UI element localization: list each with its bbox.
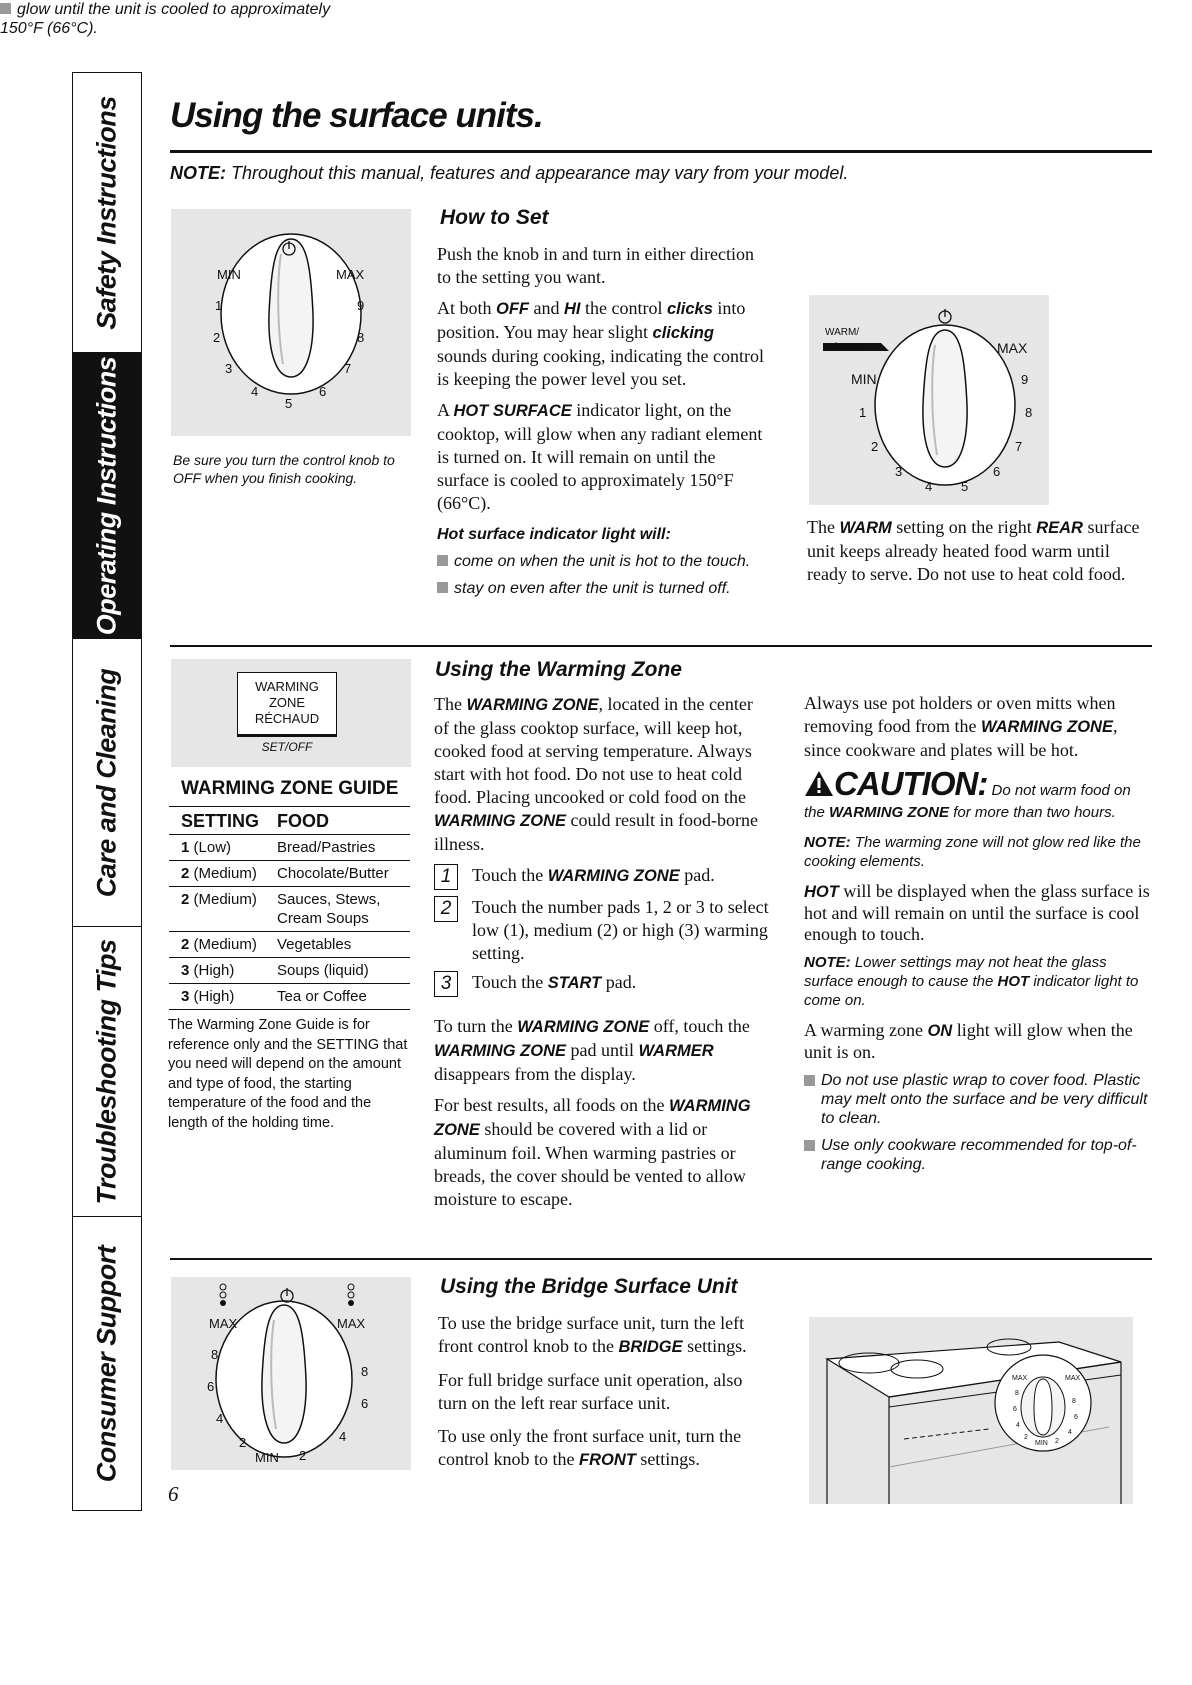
section-divider-1 [170,645,1152,647]
knob-illustration-2 [809,295,1049,505]
knob-illustration-1 [171,209,411,436]
warming-zone-right-column: Always use pot holders or oven mitts when removing food from the WARMING ZONE, since cookware and plates will be hot. CAUTION: Do not warm food on the WARMING ZONE for more than two hours. NOTE: The warming zone will not glow red like the cooking elements. HOT will be displayed when the glass surface is hot and will remain on until the surface is cool enough to touch. NOTE: Lower settings may not heat the glass surface enough to cause the HOT indicator light to come on. A warming zone ON light will glow when the unit is on. Do not use plastic wrap to cover food. Plastic may melt onto the surface and be very difficult to clean. Use only cookware recommended for top-of-range cooking. [804,692,1154,1174]
svg-text:2: 2 [1055,1438,1059,1445]
svg-text:8: 8 [1072,1398,1076,1405]
svg-text:6: 6 [1013,1406,1017,1413]
warming-zone-pad-illustration [171,659,411,767]
page-number: 6 [168,1482,179,1506]
svg-text:5: 5 [285,396,293,411]
model-note: NOTE: Throughout this manual, features and appearance may vary from your model. [170,163,849,183]
warm-setting-text: The WARM setting on the right REAR surface unit keeps already heated food warm until ready to serve. Do not use to heat cold food. [807,517,1140,584]
svg-text:MAX: MAX [337,1316,366,1331]
svg-text:2: 2 [1024,1434,1028,1441]
cooktop-illustration [809,1317,1133,1504]
set-off-label: SET/OFF [261,740,313,754]
svg-text:6: 6 [319,384,327,399]
table-row: 2 (Medium) Vegetables [169,932,410,958]
svg-text:8: 8 [1015,1390,1019,1397]
svg-text:7: 7 [344,361,352,376]
guide-title: WARMING ZONE GUIDE [181,778,399,799]
svg-text:2: 2 [239,1435,247,1450]
svg-text:6: 6 [361,1396,369,1411]
table-row: 2 (Medium) Sauces, Stews, Cream Soups [169,887,410,932]
table-row: 2 (Medium) Chocolate/Butter [169,861,410,887]
section-divider-2 [170,1258,1152,1260]
warming-zone-pad[interactable]: WARMING ZONE RÉCHAUD [237,672,337,735]
svg-text:7: 7 [1015,439,1023,454]
svg-text:8: 8 [1025,405,1033,420]
svg-text:MAX: MAX [209,1316,238,1331]
tab-operating-instructions[interactable]: Operating Instructions [73,353,141,639]
knob1-min: MIN [217,267,241,282]
svg-text:MIN: MIN [255,1450,279,1465]
table-row: 3 (High) Soups (liquid) [169,958,410,984]
svg-text:4: 4 [925,479,933,494]
note-2: NOTE: Lower settings may not heat the glass surface enough to cause the HOT indicator light to come on. [804,954,1139,1009]
svg-text:MIN: MIN [1035,1440,1048,1447]
svg-text:8: 8 [211,1347,219,1362]
step-2: 2 Touch the number pads 1, 2 or 3 to select low (1), medium (2) or high (3) warming setting. [434,896,769,965]
bridge-body: To use the bridge surface unit, turn the left front control knob to the BRIDGE settings. For full bridge surface unit operation, also turn on the left rear surface unit. To use only the front surface unit, turn the control knob to the FRONT settings. [438,1313,747,1469]
svg-text:MIN: MIN [851,371,877,387]
side-tabs [72,72,142,1511]
tab-care-and-cleaning[interactable]: Care and Cleaning [73,639,141,927]
svg-text:MAX: MAX [1065,1375,1081,1382]
svg-text:2: 2 [871,439,879,454]
caution-block: CAUTION: Do not warm food on the WARMING ZONE for more than two hours. [804,765,1131,821]
svg-text:9: 9 [357,298,365,313]
svg-text:1: 1 [859,405,867,420]
knob1-caption: Be sure you turn the control knob to OFF when you finish cooking. [173,452,395,486]
hot-surface-bullet-2: stay on even after the unit is turned off. [437,579,767,598]
svg-text:MAX: MAX [1012,1375,1028,1382]
warming-zone-heading: Using the Warming Zone [435,658,682,681]
svg-text:8: 8 [357,330,365,345]
svg-text:2: 2 [213,330,221,345]
knob-illustration-3 [171,1277,411,1470]
svg-text:6: 6 [207,1379,215,1394]
svg-text:4: 4 [339,1429,347,1444]
guide-footnote: The Warming Zone Guide is for reference only and the SETTING that you need will depend on the amount and type of food, the starting temperature of the food and the length of the holding time. [168,1017,408,1131]
note-1: NOTE: The warming zone will not glow red like the cooking elements. [804,834,1141,870]
hot-surface-bullet-3: glow until the unit is cooled to approximately 150°F (66°C). [0,1,331,37]
svg-text:4: 4 [1016,1422,1020,1429]
svg-text:MAX: MAX [997,340,1028,356]
title-rule [170,150,1152,153]
svg-text:4: 4 [1068,1429,1072,1436]
bridge-heading: Using the Bridge Surface Unit [440,1275,738,1298]
step-3: 3 Touch the START pad. [434,971,769,997]
svg-text:2: 2 [299,1448,307,1463]
svg-text:6: 6 [993,464,1001,479]
step-1: 1 Touch the WARMING ZONE pad. [434,864,769,890]
table-row: 3 (High) Tea or Coffee [169,984,410,1010]
knob2-rechaud: RÉCHAUD [825,343,875,354]
svg-text:1: 1 [215,298,223,313]
tab-troubleshooting-tips[interactable]: Troubleshooting Tips [73,927,141,1217]
knob2-warm: WARM/ [825,327,860,338]
tab-consumer-support[interactable]: Consumer Support [91,1245,122,1482]
table-row: 1 (Low) Bread/Pastries [169,835,410,861]
warning-icon [804,770,834,803]
hot-surface-subheading: Hot surface indicator light will: [437,526,671,543]
svg-text:4: 4 [216,1411,224,1426]
knob1-max: MAX [336,267,365,282]
svg-text:5: 5 [961,479,969,494]
svg-text:3: 3 [225,361,233,376]
svg-text:9: 9 [1021,372,1029,387]
warming-bullet-1: Do not use plastic wrap to cover food. Plastic may melt onto the surface and be very difficult to clean. [804,1071,1154,1128]
hot-surface-bullet-1: come on when the unit is hot to the touch. [437,552,767,571]
svg-text:3: 3 [895,464,903,479]
warming-bullet-2: Use only cookware recommended for top-of-range cooking. [804,1136,1154,1174]
svg-text:6: 6 [1074,1414,1078,1421]
page-title: Using the surface units. [170,96,543,135]
how-to-set-heading: How to Set [440,206,549,229]
tab-safety-instructions[interactable]: Safety Instructions [73,73,141,353]
svg-text:8: 8 [361,1364,369,1379]
how-to-set-body: Push the knob in and turn in either direction to the setting you want. At both OFF and HI the control clicks into position. You may hear slight clicking sounds during cooking, indicating the control is keeping the power level you set. A HOT SURFACE indicator light, on the cooktop, will glow when any radiant element is turned on. It will remain on until the surface is cooled to approximately 150°F (66°C). Hot surface indicator light will: come on when the unit is hot to the touch. stay on even after the unit is turned off. [437,243,767,598]
warming-zone-guide-table: SETTING FOOD 1 (Low) Bread/Pastries 2 (Medium) Chocolate/Butter 2 (Medium) Sauces, Stews, Cream Soups 2 (Medium) Vegetables 3 (High) Soups (liquid) 3 (High) Tea or Coffee [169,809,410,1010]
svg-text:4: 4 [251,384,259,399]
warming-zone-body: The WARMING ZONE, located in the center of the glass cooktop surface, will keep hot, cooked food at serving temperature. Always start with hot food. Do not use to heat cold food. Placing uncooked or cold food on the WARMING ZONE could result in food-borne illness. 1 Touch the WARMING ZONE pad. 2 Touch the number pads 1, 2 or 3 to select low (1), medium (2) or high (3) warming setting. 3 Touch the START pad. To turn the WARMING ZONE off, touch the WARMING ZONE pad until WARMER disappears from the display. For best results, all foods on the WARMING ZONE should be covered with a lid or aluminum foil. When warming pastries or breads, the cover should be vented to allow moisture to escape. [434,694,769,1209]
